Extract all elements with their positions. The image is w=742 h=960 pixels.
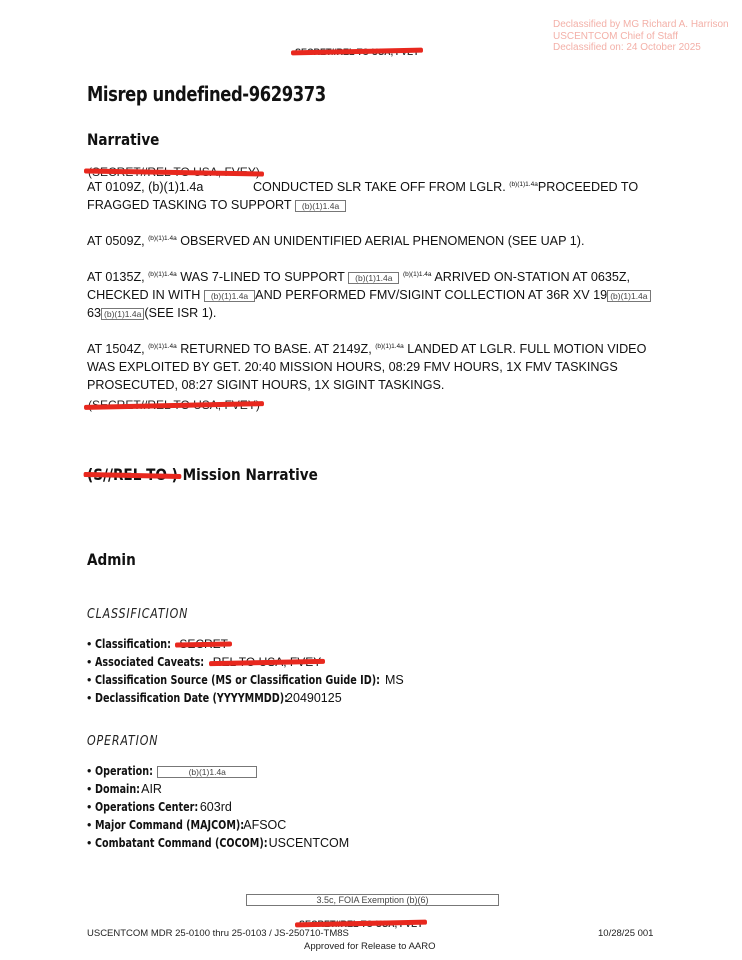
list-item: • Declassification Date (YYYYMMDD):20490125 (87, 691, 342, 705)
foia-exemption-box: 3.5c, FOIA Exemption (b)(6) (246, 894, 499, 906)
list-item: • Operation: (b)(1)1.4a (87, 762, 349, 780)
redaction-box: (b)(1)1.4a (348, 272, 399, 284)
footer-date-page: 10/28/25 001 (598, 928, 654, 939)
footer-release-note: Approved for Release to AARO (304, 941, 436, 952)
narrative-paragraph-3: AT 0135Z, $^{(b)(1)1.4a}$ WAS 7-LINED TO SUPPORT (b)(1)1.4a $^{(b)(1)1.4a}$ ARRIVED ON-STATION AT 0635Z, CHECKED IN WITH (b)(1)1.4a AND PERFORMED FMV/SIGINT COLLECTION AT 36R XV 19 (b)(1)1.4a 63 (b)(1)1.4a (SEE ISR 1). (87, 268, 667, 322)
redaction-marker: (b)(1)1.4a (375, 342, 404, 350)
footer-document-id: USCENTCOM MDR 25-0100 thru 25-0103 / JS-250710-TM8S (87, 928, 349, 939)
redaction-box: (b)(1)1.4a (204, 290, 255, 302)
redaction-marker: (b)(1)1.4a (509, 180, 538, 188)
narrative-paragraph-2: AT 0509Z, $^{(b)(1)1.4a}$ OBSERVED AN UNIDENTIFIED AERIAL PHENOMENON (SEE UAP 1). (87, 234, 585, 248)
narrative-heading: Narrative (87, 130, 160, 149)
list-item: • Operations Center: 603rd (87, 800, 232, 814)
redaction-marker: (b)(1)1.4a (148, 342, 177, 350)
redaction-box: (b)(1)1.4a (157, 766, 257, 778)
classification-section-heading: CLASSIFICATION (87, 607, 189, 622)
mission-narrative-heading: Mission Narrative (87, 465, 318, 484)
stamp-line-1: Declassified by MG Richard A. Harrison (553, 19, 729, 30)
stamp-line-2: USCENTCOM Chief of Staff (553, 30, 678, 42)
narrative-classification-close (88, 396, 260, 414)
redaction-box: (b)(1)1.4a (607, 290, 650, 302)
redaction-box: (b)(1)1.4a (295, 200, 346, 212)
narrative-paragraph-1: AT 0109Z, (b)(1)1.4a CONDUCTED SLR TAKE OFF FROM LGLR. $^{(b)(1)1.4a}$PROCEEDED TO FRAGGED TASKING TO SUPPORT (b)(1)1.4a (87, 180, 639, 212)
stamp-line-3: Declassified on: 24 October 2025 (553, 42, 701, 53)
redaction-marker: (b)(1)1.4a (148, 270, 177, 278)
declassification-stamp (553, 19, 729, 54)
list-item: • Combatant Command (COCOM):USCENTCOM (87, 836, 350, 850)
header-classification (295, 42, 419, 60)
narrative-paragraph-4: AT 1504Z, $^{(b)(1)1.4a}$ RETURNED TO BASE. AT 2149Z, $^{(b)(1)1.4a}$ LANDED AT LGLR. FULL MOTION VIDEO WAS EXPLOITED BY GET. 20:40 MISSION HOURS, 08:29 FMV HOURS, 1X FMV TASKINGS PROSECUTED, 08:27 SIGINT HOURS, 1X SIGINT TASKINGS. (87, 342, 647, 392)
list-item: • Domain:AIR (87, 782, 162, 796)
operation-section-heading: OPERATION (87, 734, 159, 749)
page-title: Misrep undefined-9629373 (87, 82, 326, 106)
operation-list (87, 762, 349, 852)
list-item: • Classification: (87, 635, 404, 653)
redaction-box: (b)(1)1.4a (101, 308, 144, 320)
list-item: • Major Command (MAJCOM):AFSOC (87, 818, 287, 832)
redaction-marker: (b)(1)1.4a (402, 270, 432, 278)
redaction-marker: (b)(1)1.4a (148, 234, 177, 242)
admin-heading: Admin (87, 550, 136, 569)
classification-list (87, 635, 404, 707)
list-item: • Classification Source (MS or Classification Guide ID): MS (87, 673, 404, 687)
list-item: • Associated Caveats: (87, 653, 404, 671)
